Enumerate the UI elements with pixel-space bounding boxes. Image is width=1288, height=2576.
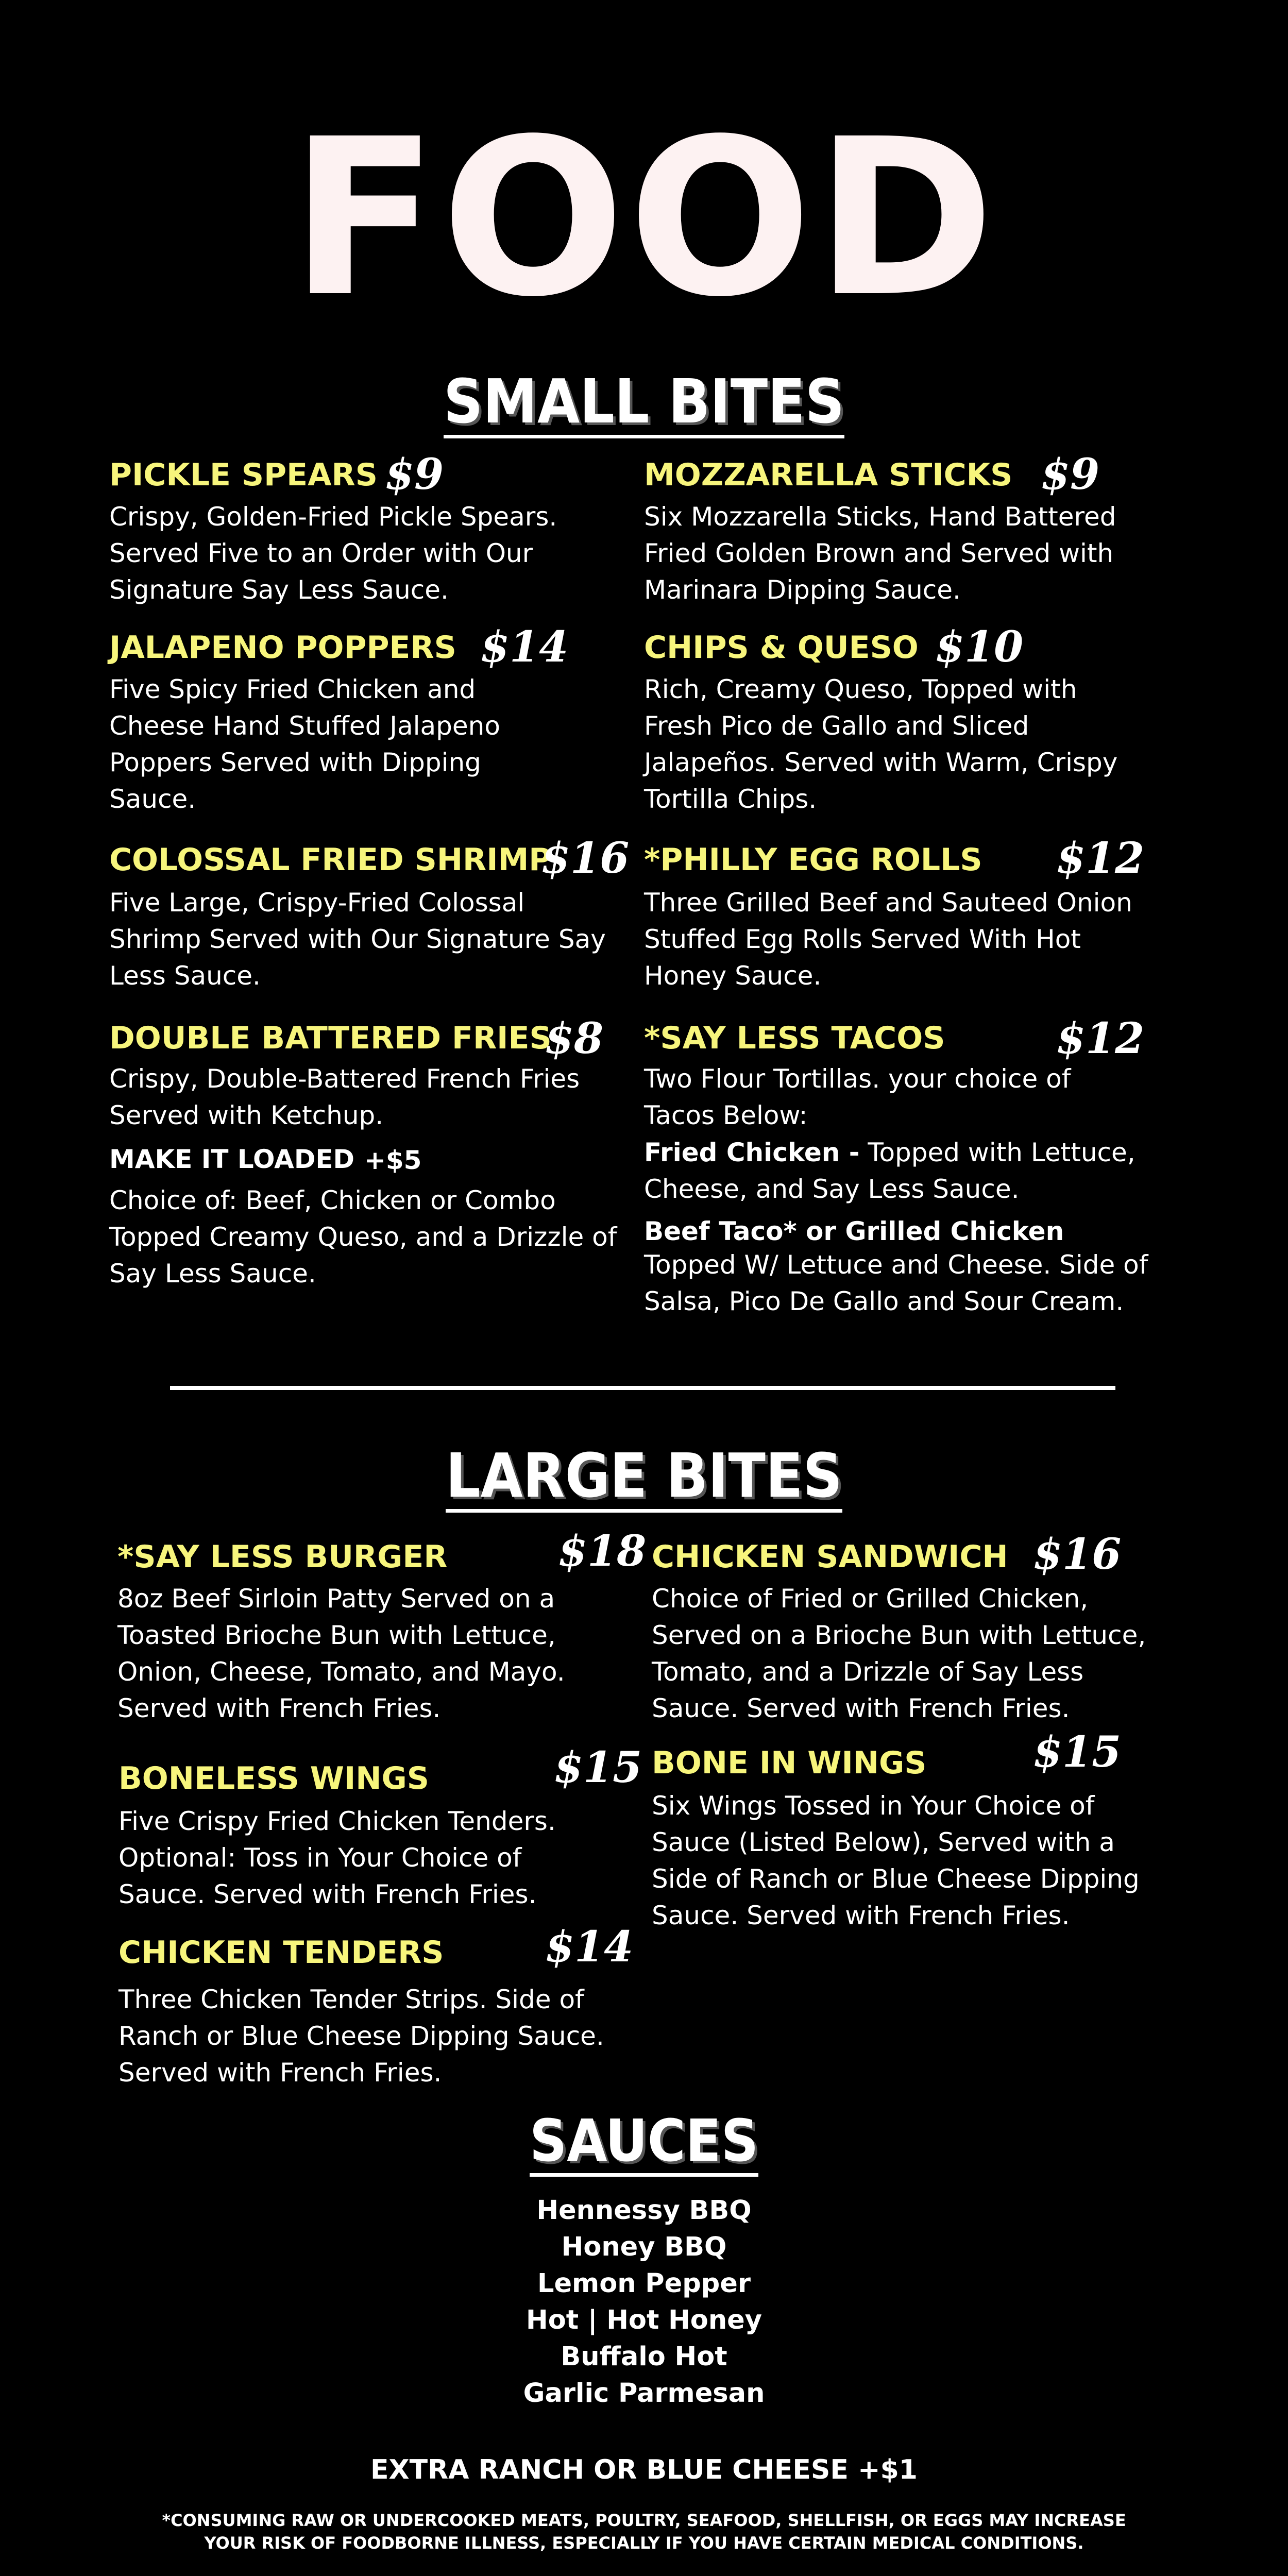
item-price: $18 xyxy=(558,1527,647,1576)
item-description: Crispy, Golden-Fried Pickle Spears. Served Five to an Order with Our Signature Say Less Sauce. xyxy=(109,502,557,605)
disclaimer-line: YOUR RISK OF FOODBORNE ILLNESS, ESPECIALLY IF YOU HAVE CERTAIN MEDICAL CONDITIONS. xyxy=(204,2533,1084,2553)
item-name: BONELESS WINGS xyxy=(118,1760,429,1797)
option-description: Topped W/ Lettuce and Cheese. Side of Salsa, Pico De Gallo and Sour Cream. xyxy=(644,1250,1148,1316)
item-price: $16 xyxy=(541,834,630,883)
item-description: Six Mozzarella Sticks, Hand Battered Fried Golden Brown and Served with Marinara Dipping Sauce. xyxy=(644,502,1116,605)
addon-label: MAKE IT LOADED xyxy=(109,1144,354,1174)
sauce-item: Honey BBQ xyxy=(561,2232,727,2262)
option-label: Fried Chicken - xyxy=(644,1138,860,1167)
addon-price: +$5 xyxy=(364,1145,422,1175)
item-price: $15 xyxy=(1033,1727,1122,1777)
item-name: JALAPENO POPPERS xyxy=(109,630,456,666)
item-name: CHICKEN TENDERS xyxy=(118,1935,444,1971)
item-name: *SAY LESS BURGER xyxy=(117,1539,448,1575)
item-price: $14 xyxy=(545,1922,634,1972)
item-description: Rich, Creamy Queso, Topped with Fresh Pico de Gallo and Sliced Jalapeños. Served with Warm, Crispy Tortilla Chips. xyxy=(644,674,1118,814)
option-description: Topped with Lettuce, Cheese, and Say Less Sauce. xyxy=(644,1138,1136,1204)
item-description: Choice of Fried or Grilled Chicken, Served on a Brioche Bun with Lettuce, Tomato, and a Drizzle of Say Less Sauce. Served with French Fries. xyxy=(652,1584,1146,1723)
item-price: $16 xyxy=(1033,1530,1122,1579)
item-price: $8 xyxy=(545,1014,604,1063)
item-name: CHICKEN SANDWICH xyxy=(652,1539,1008,1575)
item-price: $9 xyxy=(1041,450,1100,499)
extra-dipping-note: EXTRA RANCH OR BLUE CHEESE +$1 xyxy=(370,2454,918,2485)
sauce-item: Hot | Hot Honey xyxy=(526,2305,762,2335)
item-description: Five Large, Crispy-Fried Colossal Shrimp Served with Our Signature Say Less Sauce. xyxy=(109,888,606,991)
item-name: DOUBLE BATTERED FRIES xyxy=(109,1020,552,1056)
sauce-item: Hennessy BBQ xyxy=(536,2195,752,2226)
taco-option-beef-grilled: Beef Taco* or Grilled Chicken xyxy=(644,1216,1064,1246)
item-name: *SAY LESS TACOS xyxy=(644,1020,945,1056)
item-description: Five Spicy Fried Chicken and Cheese Hand Stuffed Jalapeno Poppers Served with Dipping Sauce. xyxy=(109,674,500,814)
item-price: $9 xyxy=(385,450,444,499)
section-divider xyxy=(170,1386,1115,1390)
item-description: Three Chicken Tender Strips. Side of Ranch or Blue Cheese Dipping Sauce. Served with French Fries. xyxy=(118,1985,604,2088)
item-description: Two Flour Tortillas. your choice of Tacos Below: xyxy=(644,1064,1071,1130)
sauce-item: Lemon Pepper xyxy=(537,2268,751,2299)
item-description: Six Wings Tossed in Your Choice of Sauce (Listed Below), Served with a Side of Ranch or Blue Cheese Dipping Sauce. Served with French Fries. xyxy=(652,1791,1140,1930)
small-bites-heading: SMALL BITES xyxy=(0,371,1288,438)
addon-description: Choice of: Beef, Chicken or Combo Topped Creamy Queso, and a Drizzle of Say Less Sauce. xyxy=(109,1185,617,1289)
disclaimer-line: *CONSUMING RAW OR UNDERCOOKED MEATS, POULTRY, SEAFOOD, SHELLFISH, OR EGGS MAY INCREASE xyxy=(162,2511,1126,2530)
sauces-heading: SAUCES xyxy=(0,2112,1288,2177)
large-bites-heading: LARGE BITES xyxy=(0,1445,1288,1513)
item-price: $15 xyxy=(554,1743,642,1792)
item-description: Crispy, Double-Battered French Fries Served with Ketchup. xyxy=(109,1064,580,1130)
food-safety-disclaimer xyxy=(0,2509,1288,2554)
item-name: CHIPS & QUESO xyxy=(644,630,919,666)
sauce-list xyxy=(0,2192,1288,2412)
item-description: Five Crispy Fried Chicken Tenders. Optional: Toss in Your Choice of Sauce. Served with French Fries. xyxy=(118,1806,556,1909)
sauce-item: Buffalo Hot xyxy=(561,2342,727,2372)
item-price: $10 xyxy=(935,622,1024,672)
item-name: PICKLE SPEARS xyxy=(109,457,378,493)
sauce-item: Garlic Parmesan xyxy=(523,2378,765,2409)
item-price: $12 xyxy=(1056,834,1145,883)
item-price: $12 xyxy=(1056,1014,1145,1063)
item-price: $14 xyxy=(480,622,569,672)
item-description: 8oz Beef Sirloin Patty Served on a Toasted Brioche Bun with Lettuce, Onion, Cheese, Tomato, and Mayo. Served with French Fries. xyxy=(117,1584,565,1723)
item-name: *PHILLY EGG ROLLS xyxy=(644,842,982,878)
item-name: MOZZARELLA STICKS xyxy=(644,457,1013,493)
taco-option-fried-chicken xyxy=(644,1134,1159,1208)
page-title: FOOD xyxy=(290,93,998,345)
item-description: Three Grilled Beef and Sauteed Onion Stuffed Egg Rolls Served With Hot Honey Sauce. xyxy=(644,888,1132,991)
item-name: COLOSSAL FRIED SHRIMP xyxy=(109,842,552,878)
item-name: BONE IN WINGS xyxy=(652,1745,927,1781)
